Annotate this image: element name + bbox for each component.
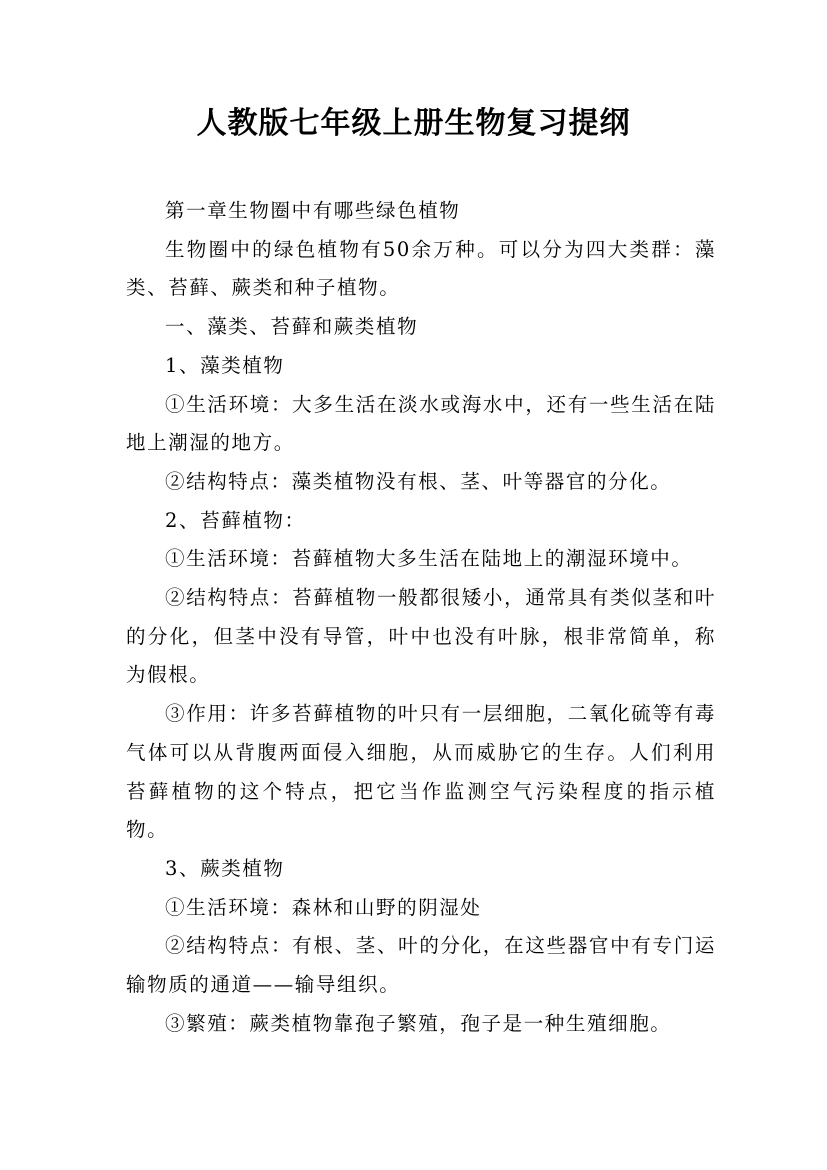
list-item: ②结构特点：藻类植物没有根、茎、叶等器官的分化。 bbox=[165, 469, 672, 493]
document-title: 人教版七年级上册生物复习提纲 bbox=[196, 106, 631, 141]
list-item: ①生活环境：森林和山野的阴湿处 bbox=[165, 895, 482, 919]
list-item: ③作用：许多苔藓植物的叶只有一层细胞，二氧化硫等有毒气体可以从背腹两面侵入细胞，从而威胁它的生存。人们利用苔藓植物的这个特点，把它当作监测空气污染程度的指示植物。 bbox=[126, 702, 716, 842]
document-body bbox=[126, 192, 716, 1043]
list-item: ①生活环境：苔藓植物大多生活在陆地上的潮湿环境中。 bbox=[165, 547, 693, 571]
list-item: ①生活环境：大多生活在淡水或海水中，还有一些生活在陆地上潮湿的地方。 bbox=[126, 392, 716, 455]
list-item: ③繁殖：蕨类植物靠孢子繁殖，孢子是一种生殖细胞。 bbox=[165, 1011, 672, 1035]
chapter-heading: 第一章生物圈中有哪些绿色植物 bbox=[165, 199, 461, 222]
intro-paragraph: 生物圈中的绿色植物有50余万种。可以分为四大类群：藻类、苔藓、蕨类和种子植物。 bbox=[126, 237, 716, 300]
subsection-heading-algae: 1、藻类植物 bbox=[165, 353, 285, 377]
list-item: ②结构特点：苔藓植物一般都很矮小，通常具有类似茎和叶的分化，但茎中没有导管，叶中也没有叶脉，根非常简单，称为假根。 bbox=[126, 586, 716, 687]
list-item: ②结构特点：有根、茎、叶的分化，在这些器官中有专门运输物质的通道——输导组织。 bbox=[126, 934, 716, 997]
subsection-heading-fern: 3、蕨类植物 bbox=[165, 856, 285, 880]
section-heading: 一、藻类、苔藓和蕨类植物 bbox=[165, 315, 419, 339]
subsection-heading-moss: 2、苔藓植物： bbox=[165, 508, 306, 532]
